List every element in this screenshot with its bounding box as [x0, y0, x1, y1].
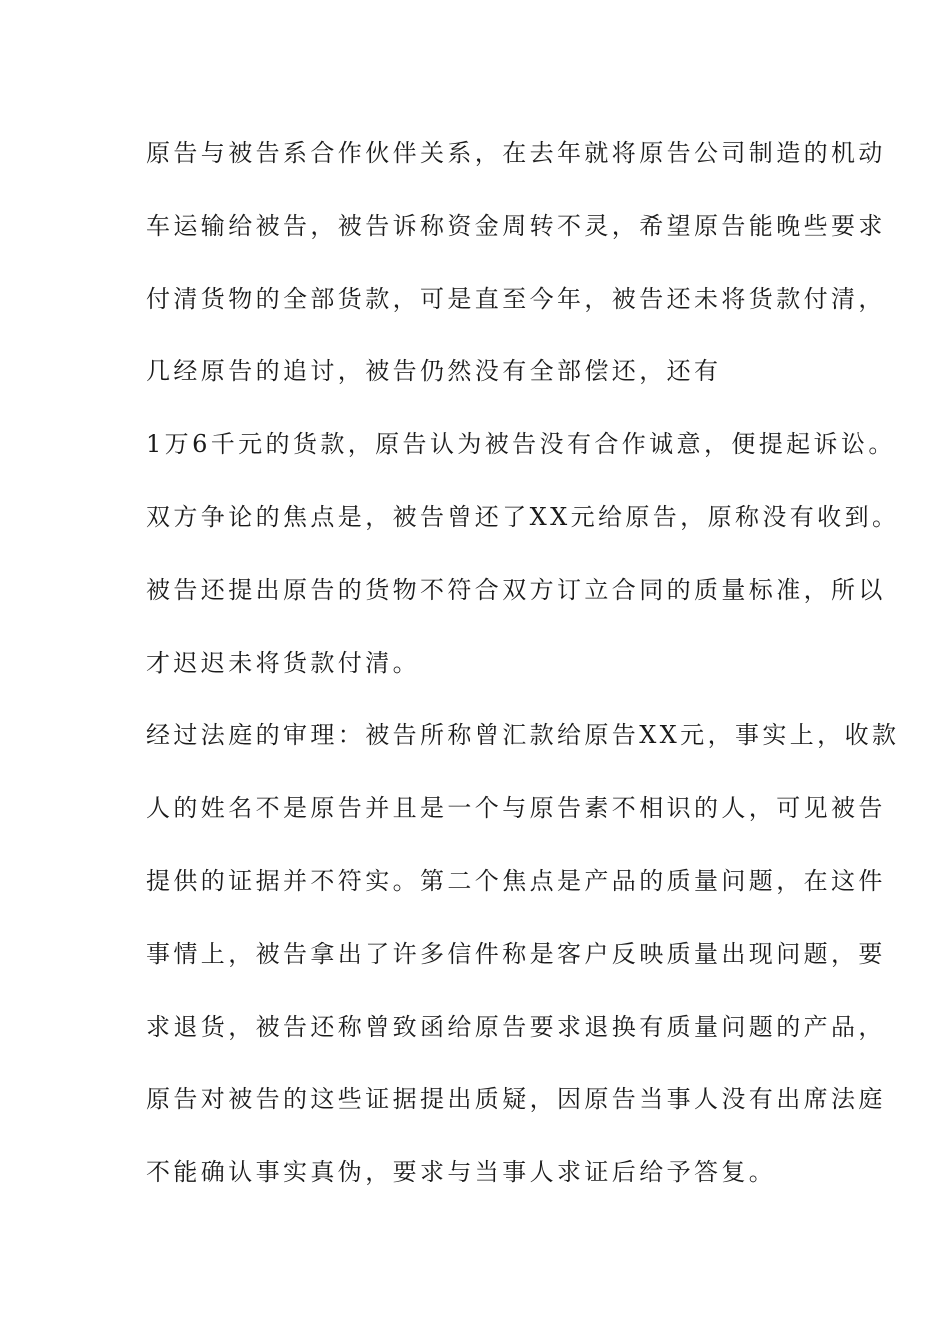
text-line: 原告与被告系合作伙伴关系，在去年就将原告公司制造的机动	[146, 139, 886, 167]
text-line: 才迟迟未将货款付清。	[146, 648, 420, 677]
text-line: 车运输给被告，被告诉称资金周转不灵，希望原告能晚些要求	[146, 211, 886, 240]
document-body	[146, 133, 936, 1225]
text-line: 经过法庭的审理：被告所称曾汇款给原告XX元，事实上，收款	[146, 721, 900, 750]
text-line: 提供的证据并不符实。第二个焦点是产品的质量问题，在这件	[146, 866, 886, 895]
text-line: 不能确认事实真伪，要求与当事人求证后给予答复。	[146, 1158, 777, 1187]
text-line: 双方争论的焦点是，被告曾还了XX元给原告，原称没有收到。	[146, 502, 900, 531]
text-line: 人的姓名不是原告并且是一个与原告素不相识的人，可见被告	[146, 794, 886, 823]
text-line: 求退货，被告还称曾致函给原告要求退换有质量问题的产品，	[146, 1012, 886, 1041]
text-line: 被告还提出原告的货物不符合双方订立合同的质量标准，所以	[146, 575, 886, 604]
text-line: 事情上，被告拿出了许多信件称是客户反映质量出现问题，要	[146, 939, 886, 968]
text-line: 付清货物的全部货款，可是直至今年，被告还未将货款付清，	[146, 284, 886, 313]
text-line: 几经原告的追讨，被告仍然没有全部偿还，还有	[146, 357, 722, 386]
text-line: 1万6千元的货款，原告认为被告没有合作诚意，便提起诉讼。	[146, 430, 896, 459]
text-line: 原告对被告的这些证据提出质疑，因原告当事人没有出席法庭	[146, 1085, 886, 1114]
